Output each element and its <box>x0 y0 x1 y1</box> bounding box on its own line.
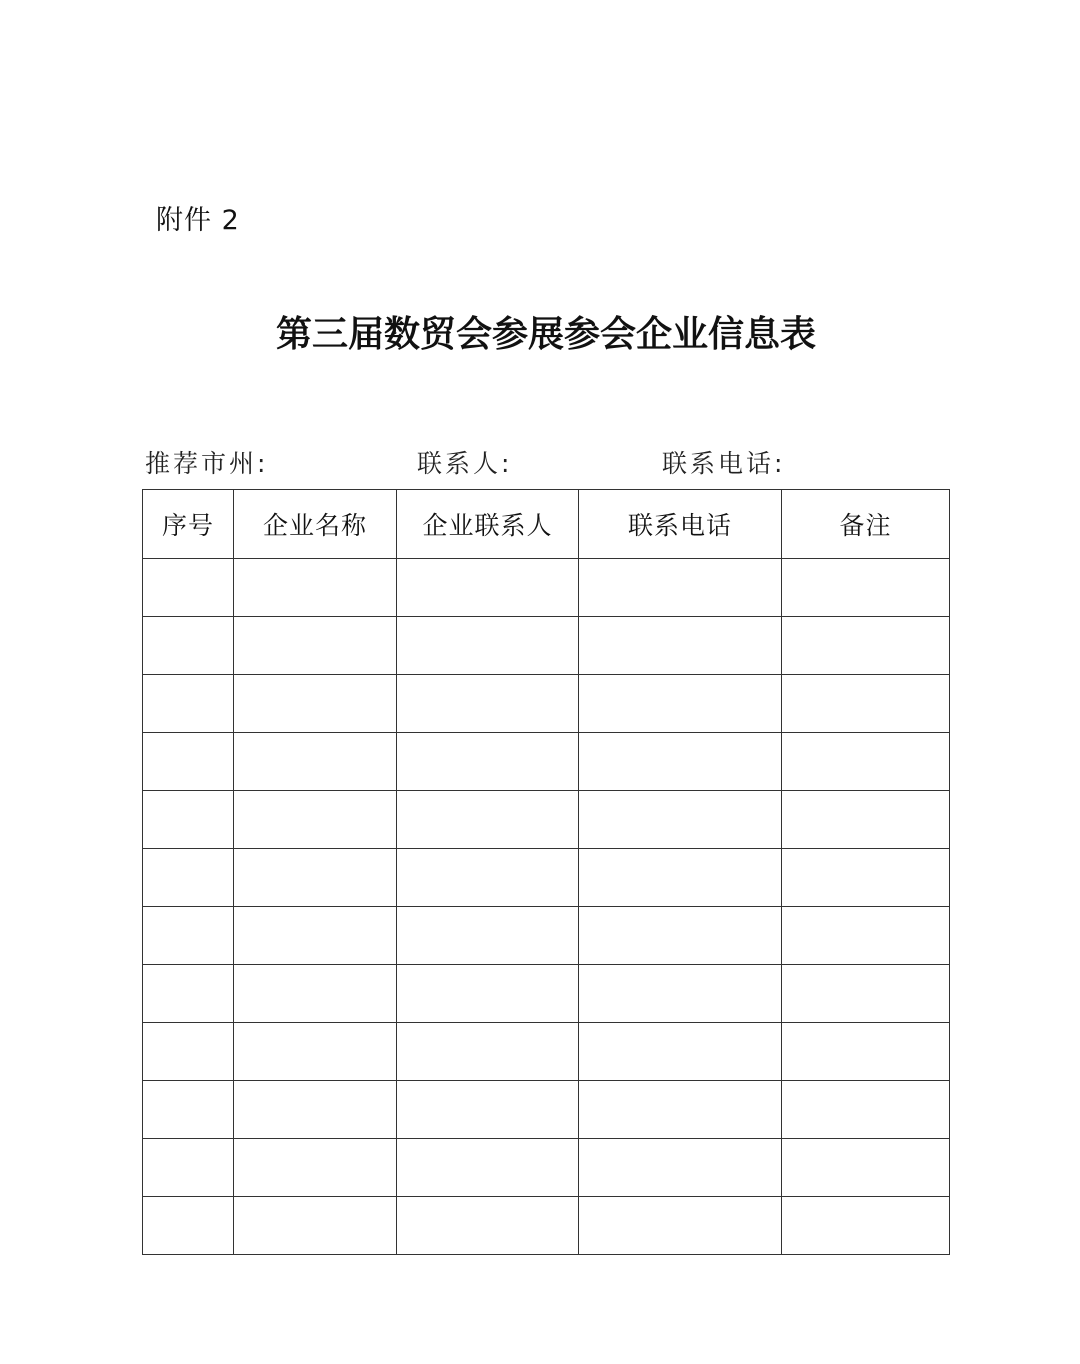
contact-phone-label: 联系电话: <box>662 449 786 478</box>
cell-company-contact[interactable] <box>397 1197 579 1255</box>
table-header-row <box>143 490 950 559</box>
cell-company-contact[interactable] <box>397 849 579 907</box>
cell-serial-number[interactable] <box>143 907 234 965</box>
table-row <box>143 617 950 675</box>
cell-contact-phone[interactable] <box>579 1023 782 1081</box>
cell-company-contact[interactable] <box>397 791 579 849</box>
cell-company-name[interactable] <box>234 791 397 849</box>
table-row <box>143 733 950 791</box>
cell-remarks[interactable] <box>782 1023 950 1081</box>
cell-contact-phone[interactable] <box>579 791 782 849</box>
cell-company-contact[interactable] <box>397 617 579 675</box>
table-row <box>143 1197 950 1255</box>
cell-contact-phone[interactable] <box>579 675 782 733</box>
cell-company-contact[interactable] <box>397 733 579 791</box>
cell-remarks[interactable] <box>782 849 950 907</box>
cell-remarks[interactable] <box>782 791 950 849</box>
cell-remarks[interactable] <box>782 617 950 675</box>
header-remarks: 备注 <box>782 490 950 559</box>
table-row <box>143 791 950 849</box>
cell-serial-number[interactable] <box>143 849 234 907</box>
table-row <box>143 849 950 907</box>
cell-serial-number[interactable] <box>143 1197 234 1255</box>
table-row <box>143 559 950 617</box>
cell-contact-phone[interactable] <box>579 965 782 1023</box>
table-body <box>143 559 950 1255</box>
cell-serial-number[interactable] <box>143 675 234 733</box>
cell-serial-number[interactable] <box>143 1139 234 1197</box>
cell-company-contact[interactable] <box>397 1139 579 1197</box>
cell-contact-phone[interactable] <box>579 733 782 791</box>
header-company-contact: 企业联系人 <box>397 490 579 559</box>
header-contact-phone: 联系电话 <box>579 490 782 559</box>
table-row <box>143 907 950 965</box>
cell-company-contact[interactable] <box>397 907 579 965</box>
cell-company-name[interactable] <box>234 965 397 1023</box>
cell-serial-number[interactable] <box>143 733 234 791</box>
cell-contact-phone[interactable] <box>579 559 782 617</box>
cell-company-name[interactable] <box>234 617 397 675</box>
recommend-city-label: 推荐市州: <box>145 449 269 478</box>
cell-remarks[interactable] <box>782 1139 950 1197</box>
cell-serial-number[interactable] <box>143 559 234 617</box>
cell-company-name[interactable] <box>234 1023 397 1081</box>
page-title: 第三届数贸会参展参会企业信息表 <box>275 313 816 355</box>
cell-serial-number[interactable] <box>143 1081 234 1139</box>
cell-contact-phone[interactable] <box>579 617 782 675</box>
cell-remarks[interactable] <box>782 907 950 965</box>
cell-company-contact[interactable] <box>397 675 579 733</box>
cell-company-contact[interactable] <box>397 1023 579 1081</box>
cell-serial-number[interactable] <box>143 965 234 1023</box>
enterprise-info-table <box>142 489 950 1255</box>
cell-company-name[interactable] <box>234 559 397 617</box>
contact-person-label: 联系人: <box>417 449 513 478</box>
cell-serial-number[interactable] <box>143 1023 234 1081</box>
cell-remarks[interactable] <box>782 559 950 617</box>
cell-company-contact[interactable] <box>397 1081 579 1139</box>
cell-company-name[interactable] <box>234 907 397 965</box>
cell-contact-phone[interactable] <box>579 1081 782 1139</box>
table-row <box>143 1139 950 1197</box>
table-row <box>143 675 950 733</box>
table-row <box>143 1081 950 1139</box>
cell-contact-phone[interactable] <box>579 1139 782 1197</box>
cell-remarks[interactable] <box>782 1081 950 1139</box>
cell-contact-phone[interactable] <box>579 907 782 965</box>
cell-company-name[interactable] <box>234 675 397 733</box>
cell-serial-number[interactable] <box>143 791 234 849</box>
cell-contact-phone[interactable] <box>579 849 782 907</box>
cell-company-name[interactable] <box>234 1139 397 1197</box>
cell-serial-number[interactable] <box>143 617 234 675</box>
cell-remarks[interactable] <box>782 1197 950 1255</box>
header-serial-number: 序号 <box>143 490 234 559</box>
cell-remarks[interactable] <box>782 675 950 733</box>
cell-remarks[interactable] <box>782 965 950 1023</box>
cell-contact-phone[interactable] <box>579 1197 782 1255</box>
cell-company-contact[interactable] <box>397 965 579 1023</box>
header-company-name: 企业名称 <box>234 490 397 559</box>
table-row <box>143 1023 950 1081</box>
attachment-label: 附件 2 <box>156 205 240 236</box>
cell-company-name[interactable] <box>234 1081 397 1139</box>
table-row <box>143 965 950 1023</box>
cell-company-contact[interactable] <box>397 559 579 617</box>
cell-company-name[interactable] <box>234 1197 397 1255</box>
cell-company-name[interactable] <box>234 849 397 907</box>
cell-company-name[interactable] <box>234 733 397 791</box>
cell-remarks[interactable] <box>782 733 950 791</box>
